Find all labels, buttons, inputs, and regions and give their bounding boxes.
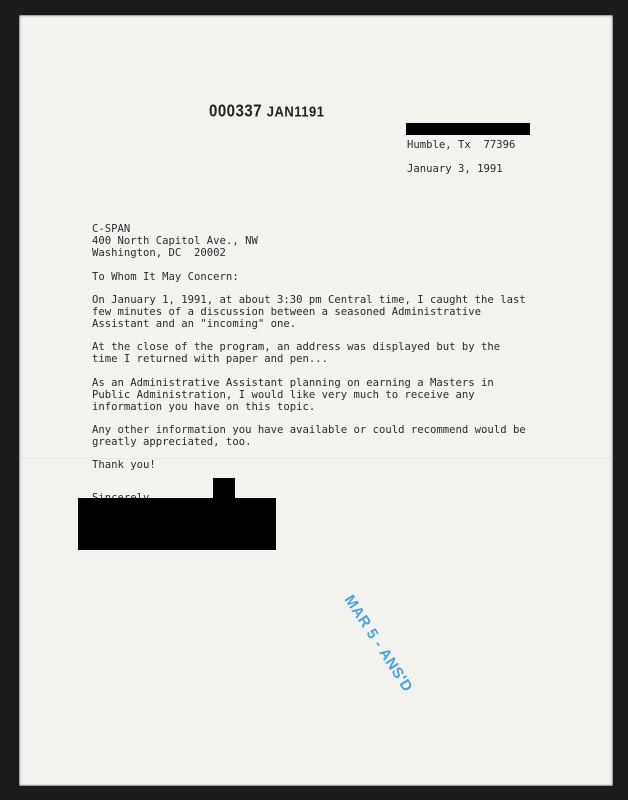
letter-date: January 3, 1991 [407,163,503,175]
paragraph-2-line-1: At the close of the program, an address was displayed but by the [92,341,501,353]
closing-thanks: Thank you! [92,459,156,471]
salutation: To Whom It May Concern: [92,271,239,283]
paragraph-2-line-2: time I returned with paper and pen... [92,353,328,365]
paragraph-3-line-3: information you have on this topic. [92,401,316,413]
serial-number: 000337 [209,101,263,122]
stamp-date: JAN1191 [266,102,325,121]
answered-stamp: MAR 5 - ANS'D [340,592,417,696]
paragraph-1-line-1: On January 1, 1991, at about 3:30 pm Central time, I caught the last [92,294,526,306]
redacted-signature-block [78,498,276,550]
recipient-city: Washington, DC 20002 [92,247,226,259]
paragraph-4-line-2: greatly appreciated, too. [92,436,252,448]
recipient-name: C-SPAN [92,223,131,235]
paragraph-3-line-2: Public Administration, I would like very much to receive any [92,389,475,401]
redacted-signature-tab [213,478,235,500]
paragraph-3-line-1: As an Administrative Assistant planning on earning a Masters in [92,377,494,389]
redacted-sender-name [406,123,530,135]
serial-date-stamp [209,102,324,122]
recipient-street: 400 North Capitol Ave., NW [92,235,258,247]
sender-city-line: Humble, Tx 77396 [407,139,516,151]
paragraph-1-line-2: few minutes of a discussion between a seasoned Administrative [92,306,482,318]
paragraph-1-line-3: Assistant and an "incoming" one. [92,318,297,330]
paragraph-4-line-1: Any other information you have available or could recommend would be [92,424,526,436]
